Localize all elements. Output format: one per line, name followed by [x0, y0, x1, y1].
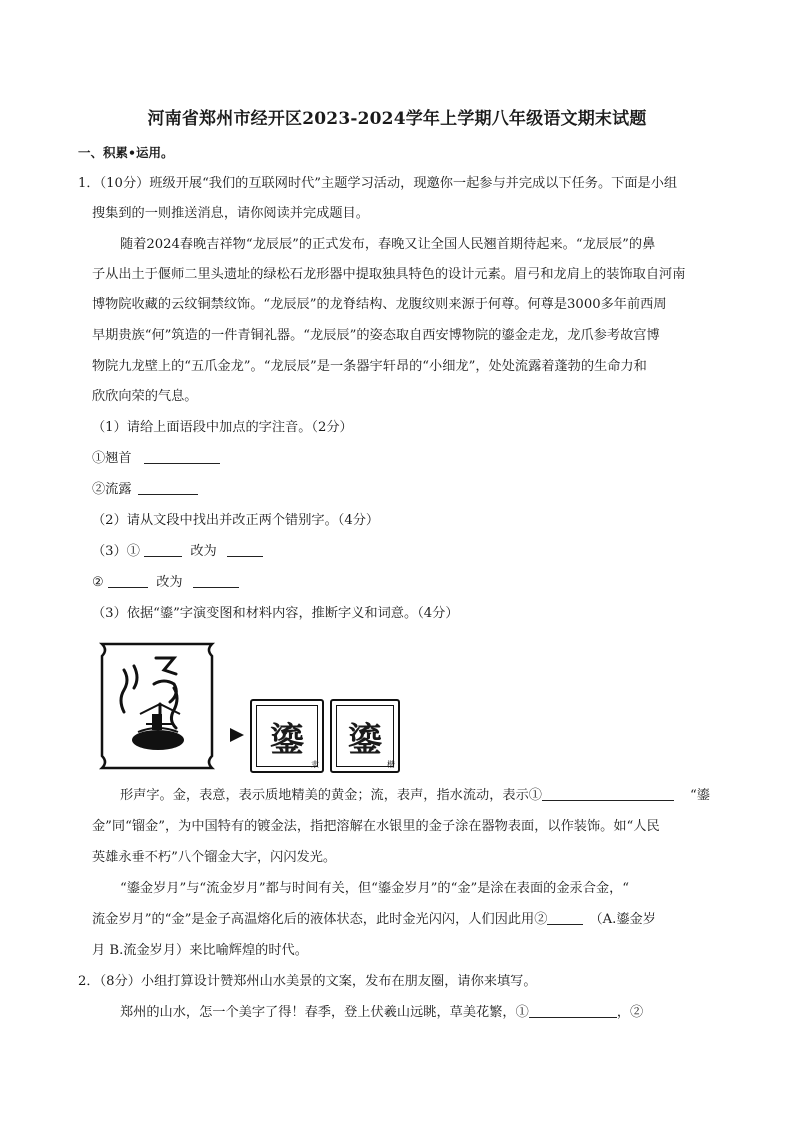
answer-blank[interactable]: [227, 542, 263, 557]
typo-fix-mid: 改为: [190, 544, 217, 559]
section-heading: 一、积累•运用。: [78, 145, 174, 160]
subquestion-1: （1）请给上面语段中加点的字注音。（2分）: [92, 420, 353, 435]
bronze-inscription-figure: [94, 640, 220, 772]
answer-blank[interactable]: [193, 573, 239, 588]
passage-line: 欣欣向荣的气息。: [92, 389, 198, 404]
answer-blank[interactable]: [144, 542, 182, 557]
page-title: 河南省郑州市经开区2023-2024学年上学期八年级语文期末试题: [147, 109, 647, 129]
passage-line: 博物院收藏的云纹铜禁纹饰。“龙辰辰”的龙脊结构、龙腹纹则来源于何尊。何尊是3000多年前西周: [92, 297, 667, 312]
pinyin-item-1: [92, 449, 220, 469]
passage-line: 子从出土于偃师二里头遗址的绿松石龙形器中提取独具特色的设计元素。眉弓和龙肩上的装饰取自河南: [92, 267, 686, 282]
material-text: 形声字。金，表意，表示质地精美的黄金；流，表声，指水流动，表示①: [120, 788, 542, 803]
material-text: 流金岁月”的“金”是金子高温熔化后的液体状态，此时金光闪闪，人们因此用②: [92, 912, 548, 927]
pinyin-item-2: [92, 480, 198, 500]
passage-line: 随着2024春晚吉祥物“龙辰辰”的正式发布，春晚又让全国人民翘首期待起来。“龙辰辰”的鼻: [120, 237, 656, 252]
material-line: [92, 910, 656, 930]
answer-blank[interactable]: [547, 910, 583, 925]
regular-script-tag: 楷: [387, 760, 395, 769]
material-text: “鎏: [690, 788, 710, 803]
material-paragraph-1: [120, 786, 710, 806]
passage-line: 早期贵族“何”筑造的一件青铜礼器。“龙辰辰”的姿态取自西安博物院的鎏金走龙，龙爪参考故宫博: [92, 328, 660, 343]
clerical-script-tag: 隶: [311, 760, 319, 769]
clerical-script-seal: [250, 699, 324, 773]
material-text: （A.鎏金岁: [589, 912, 656, 927]
question-2-text: [120, 1003, 643, 1023]
material-line: 金”同“镏金”，为中国特有的镀金法，指把溶解在水银里的金子涂在器物表面，以作装饰。如“人民: [92, 819, 660, 834]
pinyin-item-label: ②流露: [92, 482, 132, 497]
typo-fix-2: [92, 573, 239, 593]
material-text: ，②: [616, 1005, 644, 1020]
question-2-stem: 2．（8分）小组打算设计赞郑州山水美景的文案，发布在朋友圈，请你来填写。: [78, 974, 537, 989]
regular-script-char: 鎏: [336, 705, 394, 767]
question-1-stem-cont: 搜集到的一则推送消息，请你阅读并完成题目。: [92, 206, 369, 221]
answer-blank[interactable]: [108, 573, 148, 588]
answer-blank[interactable]: [144, 449, 220, 464]
typo-fix-1: [92, 542, 263, 562]
subquestion-3: （3）依据“鎏”字演变图和材料内容，推断字义和词意。（4分）: [92, 606, 459, 621]
answer-blank[interactable]: [542, 786, 674, 801]
typo-fix-label: （3）①: [92, 544, 140, 559]
question-1-stem: 1．（10分）班级开展“我们的互联网时代”主题学习活动，现邀你一起参与并完成以下任务。下面是小组: [78, 176, 678, 191]
passage-line: 物院九龙壁上的“五爪金龙”。“龙辰辰”是一条器宇轩昂的“小细龙”，处处流露着蓬勃的生命力和: [92, 359, 647, 374]
clerical-script-char: 鎏: [256, 705, 318, 767]
arrow-right-icon: [228, 727, 246, 743]
regular-script-seal: [330, 699, 400, 773]
pinyin-item-label: ①翘首: [92, 451, 132, 466]
typo-fix-mid: 改为: [156, 575, 183, 590]
answer-blank[interactable]: [138, 480, 198, 495]
material-line: 月 B.流金岁月）来比喻辉煌的时代。: [92, 943, 308, 958]
material-paragraph-2: “鎏金岁月”与“流金岁月”都与时间有关，但“鎏金岁月”的“金”是涂在表面的金汞合金，“: [120, 881, 630, 896]
typo-fix-label: ②: [92, 575, 104, 590]
subquestion-2: （2）请从文段中找出并改正两个错别字。（4分）: [92, 513, 380, 528]
material-line: 英雄永垂不朽”八个镏金大字，闪闪发光。: [92, 850, 337, 865]
answer-blank[interactable]: [529, 1003, 617, 1018]
material-text: 郑州的山水，怎一个美字了得！春季，登上伏羲山远眺，草美花繁，①: [120, 1005, 529, 1020]
